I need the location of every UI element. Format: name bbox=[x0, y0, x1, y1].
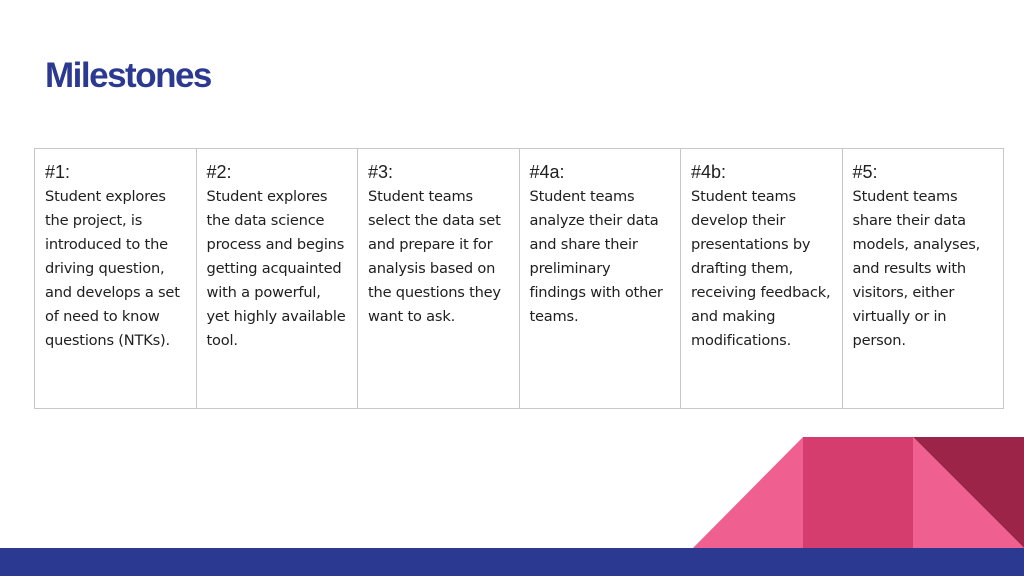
milestone-number: #2: bbox=[206, 162, 232, 182]
milestone-description: Student explores the data science process and begins getting acquainted with a powerful, yet highly available tool. bbox=[206, 188, 346, 349]
milestone-number: #1: bbox=[45, 162, 71, 182]
milestone-description: Student teams develop their presentations by drafting them, receiving feedback, and making modifications. bbox=[691, 188, 831, 349]
slide-title: Milestones bbox=[45, 56, 211, 95]
milestone-description: Student teams analyze their data and share their preliminary findings with other teams. bbox=[529, 188, 663, 325]
milestone-number: #4b: bbox=[691, 162, 727, 182]
milestone-number: #5: bbox=[852, 162, 878, 182]
milestone-number: #4a: bbox=[529, 162, 565, 182]
milestone-number: #3: bbox=[368, 162, 394, 182]
pink-triangle bbox=[693, 437, 803, 548]
rose-block bbox=[803, 437, 913, 548]
milestone-description: Student teams share their data models, analyses, and results with visitors, either virtually or in person. bbox=[852, 188, 981, 349]
milestone-description: Student explores the project, is introduced to the driving question, and develops a set of need to know questions (NTKs). bbox=[45, 188, 180, 349]
footer-bar bbox=[0, 548, 1024, 576]
milestone-description: Student teams select the data set and prepare it for analysis based on the questions they want to ask. bbox=[368, 188, 501, 325]
